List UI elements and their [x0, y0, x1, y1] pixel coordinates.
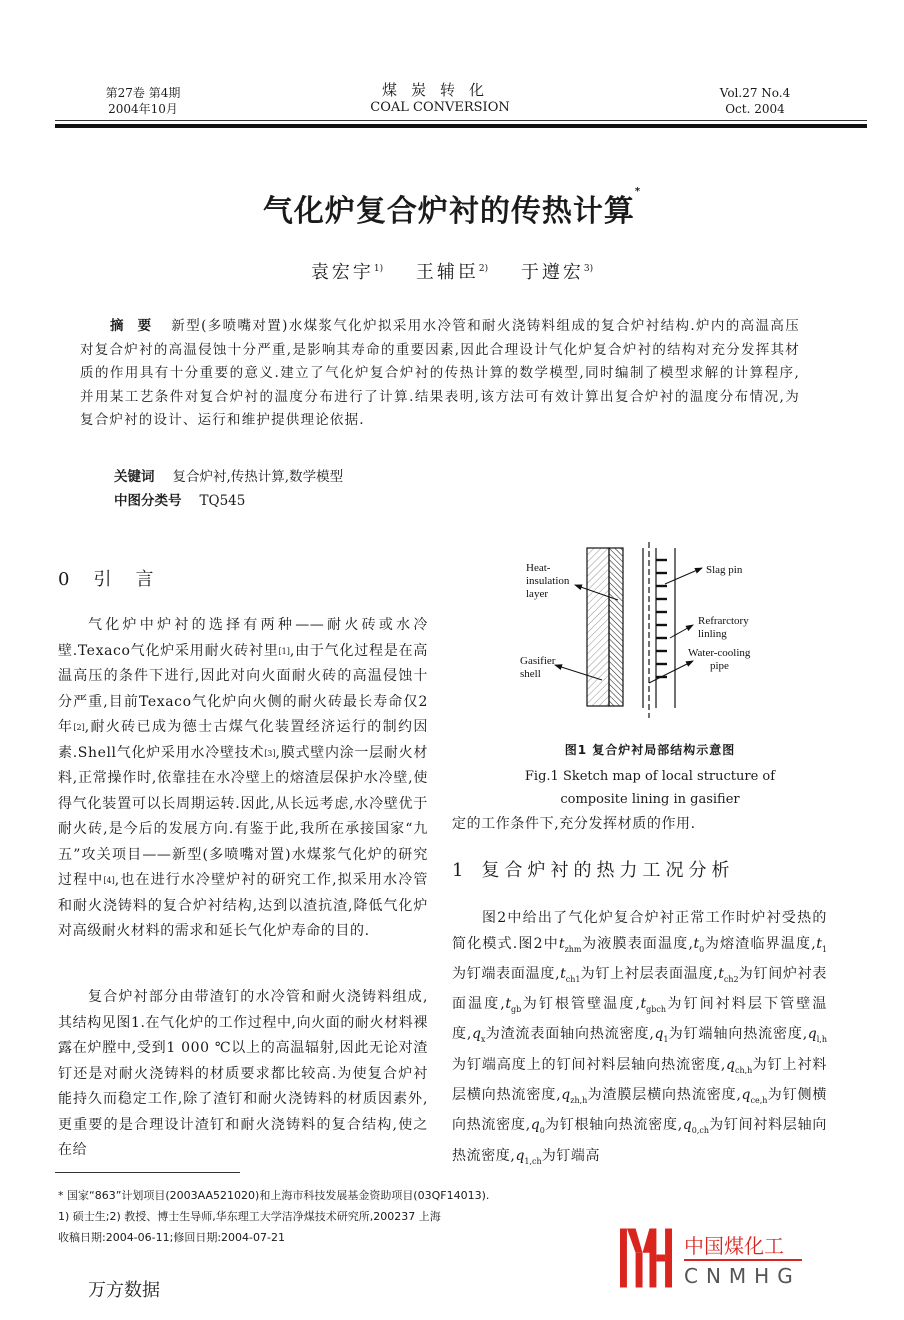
text-run: 为钉端高度上的钉间衬料层轴向热流密度,: [452, 1056, 726, 1073]
header-rule-thick: [55, 124, 867, 128]
author-name: 袁宏宇: [310, 262, 374, 283]
continuation-text: 定的工作条件下,充分发挥材质的作用.: [452, 816, 696, 832]
symbol: $q_{0,ch}$: [682, 1117, 710, 1136]
symbol: $t_{ch1}$: [560, 965, 581, 984]
gasifier-shell-layer: [587, 548, 609, 706]
volume-issue: 第27卷 第4期: [105, 86, 181, 100]
issue-date-en: Oct. 2004: [725, 102, 785, 116]
symbol: $t_{zhm}$: [558, 935, 582, 954]
text-run: 为液膜表面温度,: [581, 935, 694, 952]
watermark-en: CNMHG: [684, 1264, 801, 1288]
symbol: $q_{1,ch}$: [515, 1147, 542, 1166]
footnote-authors: 1) 硕士生;2) 教授、博士生导师,华东理工大学洁净煤技术研究所,200237 上海: [58, 1210, 441, 1223]
abstract: [80, 315, 800, 433]
mh-logo-mark-icon: [620, 1228, 672, 1288]
author: [311, 262, 383, 283]
text-run: ,膜式壁内涂一层耐火材料,正常操作时,依靠挂在水冷壁上的熔渣层保护水冷壁,使得气化装置可以长周期运转.因此,从长远考虑,水冷壁优于耐火砖,是今后的发展方向.有鉴于此,我所在承接国家“九五”攻关项目——新型(多喷嘴对置)水煤浆气化炉的研究过程中: [58, 744, 428, 888]
symbol: $t_{gb}$: [505, 996, 522, 1014]
label-water-cooling: Water-cooling pipe: [688, 647, 751, 672]
leader-arrows: [555, 568, 702, 683]
citation-ref[interactable]: [3]: [264, 748, 276, 758]
text-run: 为钉间炉衬表面温度,: [452, 965, 828, 1013]
label-slag-pin: Slag pin: [706, 564, 743, 576]
header-rule-thin: [55, 120, 867, 121]
footnote-rule: [55, 1172, 240, 1173]
intro-paragraph-2: 复合炉衬部分由带渣钉的水冷管和耐火浇铸料组成,其结构见图1.在气化炉的工作过程中,向火面的耐火材料裸露在炉膛中,受到1 000 ℃以上的高温辐射,因此无论对渣钉还是对耐火浇铸料的材质要求都比较高.为使复合炉衬能持久而稳定工作,除了渣钉和耐火浇铸料的材质因素外,更重要的是合理设计渣钉和耐火浇铸料的复合结构,使之在给: [58, 989, 429, 1158]
text-run: 图2中给出了气化炉复合炉衬正常工作时炉衬受热的简化模式.图2中: [452, 910, 827, 952]
title-footnote-mark: *: [634, 186, 642, 197]
author-name: 王辅臣: [415, 262, 479, 283]
section-heading-1: [452, 856, 734, 882]
figure-1-caption-cn: 图1 复合炉衬局部结构示意图: [564, 743, 736, 757]
heat-insulation-layer: [609, 548, 623, 706]
author-mark: 1): [373, 264, 384, 274]
text-run: 为钉端表面温度,: [452, 965, 561, 982]
caption-en-line: composite lining in gasifier: [560, 792, 740, 807]
symbol: $q_{ch,h}$: [726, 1056, 753, 1075]
text-run: 为钉间衬料层轴向热流密度,: [452, 1117, 827, 1164]
citation-ref[interactable]: [4]: [103, 876, 115, 885]
watermark-divider: [684, 1259, 802, 1261]
abstract-text: 新型(多喷嘴对置)水煤浆气化炉拟采用水冷管和耐火浇铸料组成的复合炉衬结构.炉内的高温高压对复合炉衬的高温侵蚀十分严重,是影响其寿命的重要因素,因此合理设计气化炉复合炉衬的结构对充分发挥其材质的作用具有十分重要的意义.建立了气化炉复合炉衬的传热计算的数学模型,同时编制了模型求解的计算程序,并用某工艺条件对复合炉衬的温度分布进行了计算.结果表明,该方法可有效计算出复合炉衬的温度分布情况,为复合炉衬的设计、运行和维护提供理论依据.: [80, 318, 801, 428]
author-mark: 3): [583, 264, 594, 274]
text-run: 为钉上衬层表面温度,: [580, 965, 719, 982]
intro-paragraph-1: [58, 613, 428, 945]
text-run: 为钉侧横向热流密度,: [452, 1086, 827, 1134]
abstract-label: 摘要: [110, 318, 166, 334]
section-number: 1: [452, 860, 464, 881]
journal-name-en: COAL CONVERSION: [370, 100, 510, 115]
text-run: 为钉根轴向热流密度,: [544, 1117, 683, 1134]
journal-name: [340, 80, 540, 116]
citation-ref[interactable]: [2]: [73, 723, 85, 732]
cnmhg-watermark-logo: [620, 1228, 820, 1298]
keywords-label: 关键词: [114, 469, 155, 485]
symbol: $q_x$: [471, 1026, 486, 1045]
classification-code: TQ545: [199, 493, 246, 509]
slag-pins: [656, 560, 667, 677]
volume-issue-en: Vol.27 No.4: [719, 86, 791, 100]
journal-issue-en: [690, 85, 820, 117]
figure-1-diagram: [510, 540, 780, 725]
symbol: $q_{ce,h}$: [741, 1086, 768, 1105]
author: [416, 262, 488, 283]
journal-issue-cn: [78, 85, 208, 117]
symbol: $t_0$: [693, 935, 705, 954]
section-title: 引言: [93, 569, 178, 590]
source-mark: 万方数据: [88, 1280, 160, 1301]
figure-1-caption-en: [480, 765, 820, 811]
text-run: 为熔渣临界温度,: [704, 935, 817, 952]
citation-ref[interactable]: [1]: [278, 646, 290, 656]
section-number: 0: [58, 569, 70, 590]
text-run: 为钉根管壁温度,: [521, 996, 641, 1013]
symbol: $t_1$: [816, 935, 828, 954]
section1-paragraph-1: [452, 906, 827, 1174]
label-heat-insulation: Heat-insulation layer: [526, 562, 570, 600]
text-run: 为渣膜层横向热流密度,: [587, 1086, 742, 1103]
text-run: ,耐火砖已成为德士古煤气化装置经济运行的制约因素.Shell气化炉采用水冷壁技术: [58, 719, 428, 761]
paper-title: [0, 186, 904, 230]
text-run: 为渣流表面轴向热流密度,: [485, 1026, 655, 1043]
label-refractory: Refrarctory linling: [698, 615, 749, 640]
footnotes: [58, 1185, 489, 1248]
author-list: [0, 258, 904, 284]
symbol: $q_0$: [530, 1117, 545, 1136]
paper-title-text: 气化炉复合炉衬的传热计算: [262, 194, 635, 229]
text-run: 为钉端轴向热流密度,: [668, 1026, 808, 1043]
symbol: $t_{gbch}$: [640, 996, 667, 1014]
journal-name-cn: 煤炭转化: [381, 81, 498, 99]
keywords-block: [114, 465, 343, 513]
symbol: $q_1$: [654, 1026, 669, 1045]
keywords: [114, 465, 343, 489]
watermark-cn: 中国煤化工: [684, 1234, 784, 1258]
symbol: $t_{ch2}$: [718, 965, 739, 984]
keywords-text: 复合炉衬,传热计算,数学模型: [172, 469, 344, 485]
classification-label: 中图分类号: [114, 493, 182, 509]
text-run: ,也在进行水冷壁炉衬的研究工作,拟采用水冷管和耐火浇铸料的复合炉衬结构,达到以渣抗渣,降低气化炉对高级耐火材料的需求和延长气化炉寿命的目的.: [58, 872, 428, 939]
label-gasifier-shell: Gasifier shell: [520, 655, 556, 680]
caption-en-line: Fig.1 Sketch map of local structure of: [524, 769, 776, 784]
author: [521, 262, 593, 283]
text-run: 气化炉中炉衬的选择有两种——耐火砖或水冷壁.Texaco气化炉采用耐火砖衬里: [58, 617, 428, 659]
symbol: $q_{l,h}$: [807, 1026, 828, 1045]
classification: [114, 489, 343, 513]
author-name: 于遵宏: [520, 262, 584, 283]
author-mark: 2): [478, 264, 489, 274]
water-cooling-pipe: [643, 542, 675, 718]
section-title: 复合炉衬的热力工况分析: [481, 860, 735, 881]
text-run: 为钉间衬料层下管壁温度,: [452, 996, 828, 1043]
issue-date-cn: 2004年10月: [108, 102, 178, 116]
text-run: ,由于气化过程是在高温高压的条件下进行,因此对向火面耐火砖的高温侵蚀十分严重,目前Texaco气化炉向火侧的耐火砖最长寿命仅2年: [58, 642, 428, 735]
symbol: $q_{zh,h}$: [561, 1086, 588, 1105]
text-run: 为钉上衬料层横向热流密度,: [452, 1056, 828, 1103]
text-run: 为钉端高: [541, 1147, 601, 1164]
footnote-funding: * 国家“863”计划项目(2003AA521020)和上海市科技发展基金资助项目(03QF14013).: [58, 1189, 490, 1202]
footnote-dates: 收稿日期:2004-06-11;修回日期:2004-07-21: [58, 1231, 285, 1244]
section-heading-0: [58, 565, 177, 591]
